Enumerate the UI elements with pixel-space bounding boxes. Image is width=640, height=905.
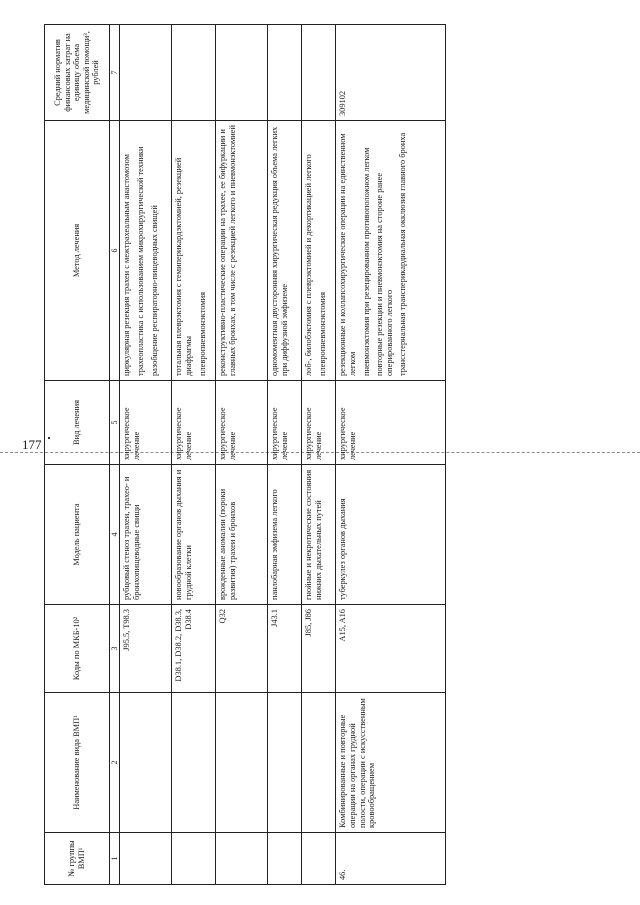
row-vmp-name [268,693,302,833]
row-vmp-name [172,693,216,833]
row-patient-model: панлобарная эмфизема легкого [268,465,302,605]
row-treatment-methods [268,121,302,381]
row-icd-codes: J95.5, T98.3 [120,605,172,693]
method-item: пневмонэктомия при резецированном противоположном легком [361,147,371,376]
table-row [268,25,302,885]
column-number-row [110,25,120,885]
method-item: одномоментная двусторонняя хирургическая редукция объема легких при диффузной эмфиземе [270,126,289,376]
header-patient-model: Модель пациента [45,465,110,605]
row-group-number [172,833,216,885]
row-patient-model: рубцовый стеноз трахеи, трахео- и бронхопищеводные свищи [120,465,172,605]
row-average-cost [302,25,336,121]
method-item: трансстернальная трансперикардиальная окклюзия главного бронха [398,132,408,376]
row-average-cost [268,25,302,121]
row-group-number: 46. [336,833,446,885]
row-group-number [120,833,172,885]
row-average-cost: 309102 [336,25,446,121]
method-item: тотальная плеврэктомия с гемиперикардэктомией, резекцией диафрагмы [174,157,193,376]
header-icd-codes: Коды по МКБ-10² [45,605,110,693]
row-treatment-type: хирургическое лечение [216,381,268,465]
column-number: 2 [110,693,120,833]
row-average-cost [120,25,172,121]
row-treatment-type: хирургическое лечение [336,381,446,465]
header-average-cost: Средний норматив финансовых затрат на единицу объема медицинской помощи³, рублей [45,25,110,121]
row-treatment-type: хирургическое лечение [302,381,336,465]
row-patient-model: гнойные и некротические состояния нижних дыхательных путей [302,465,336,605]
row-average-cost [172,25,216,121]
row-vmp-name [302,693,336,833]
row-treatment-methods [336,121,446,381]
page-number: 177 [22,437,42,452]
header-vmp-name: Наименование вида ВМП¹ [45,693,110,833]
vmp-table [44,24,446,885]
method-item: лоб-, билобэктомия с плеврэктомией и декортикацией легкого [304,154,314,376]
row-group-number [302,833,336,885]
row-patient-model: туберкулез органов дыхания [336,465,446,605]
table-row [120,25,172,885]
method-item: плевропневмонэктомия [317,292,327,376]
table-row [302,25,336,885]
column-number: 5 [110,381,120,465]
row-treatment-type: хирургическое лечение [172,381,216,465]
method-item: циркулярная резекция трахеи с межтрахеальным анастомозом [122,154,132,376]
row-treatment-methods [120,121,172,381]
row-icd-codes: A15, A16 [336,605,446,693]
row-group-number [268,833,302,885]
row-vmp-name [216,693,268,833]
row-patient-model: врожденные аномалии (пороки развития) трахеи и бронхов [216,465,268,605]
method-item: разобщение респираторно-пищеводных свищей [149,205,159,376]
method-item: плевропневмонэктомия [197,292,207,376]
header-treatment-method: Метод лечения [45,121,110,381]
row-treatment-methods [172,121,216,381]
row-icd-codes: J43.1 [268,605,302,693]
row-group-number [216,833,268,885]
row-icd-codes: Q32 [216,605,268,693]
table-row [172,25,216,885]
row-patient-model: новообразование органов дыхания и грудной клетки [172,465,216,605]
row-treatment-type: хирургическое лечение [268,381,302,465]
table-body [120,25,446,885]
method-item: резекционные и коллапсохирургические операции на единственном легком [338,133,357,376]
row-vmp-name: Комбинированные и повторные операции на органах грудной полости, операции с искусственным кровообращением [336,693,446,833]
table-row [216,25,268,885]
table-header-row [45,25,110,885]
row-vmp-name [120,693,172,833]
row-icd-codes: D38.1, D38.2, D38.3, D38.4 [172,605,216,693]
row-average-cost [216,25,268,121]
column-number: 3 [110,605,120,693]
row-treatment-type: хирургическое лечение [120,381,172,465]
method-item: повторные резекции и пневмонэктомия на стороне ранее оперированного легкого [375,172,394,376]
method-item: реконструктивно-пластические операции на трахее, ее бифуркации и главных бронхах, в том числе с резекцией легкого и пневмонэктомией [218,125,237,376]
row-treatment-methods [302,121,336,381]
row-treatment-methods [216,121,268,381]
table-row [336,25,446,885]
rotated-page-content [44,25,604,885]
column-number: 6 [110,121,120,381]
column-number: 4 [110,465,120,605]
column-number: 7 [110,25,120,121]
row-icd-codes: J85, J86 [302,605,336,693]
header-group-number: № группы ВМП¹ [45,833,110,885]
column-number: 1 [110,833,120,885]
method-item: трахеопластика с использованием микрохирургической техники [135,146,145,376]
header-treatment-type: Вид лечения [45,381,110,465]
